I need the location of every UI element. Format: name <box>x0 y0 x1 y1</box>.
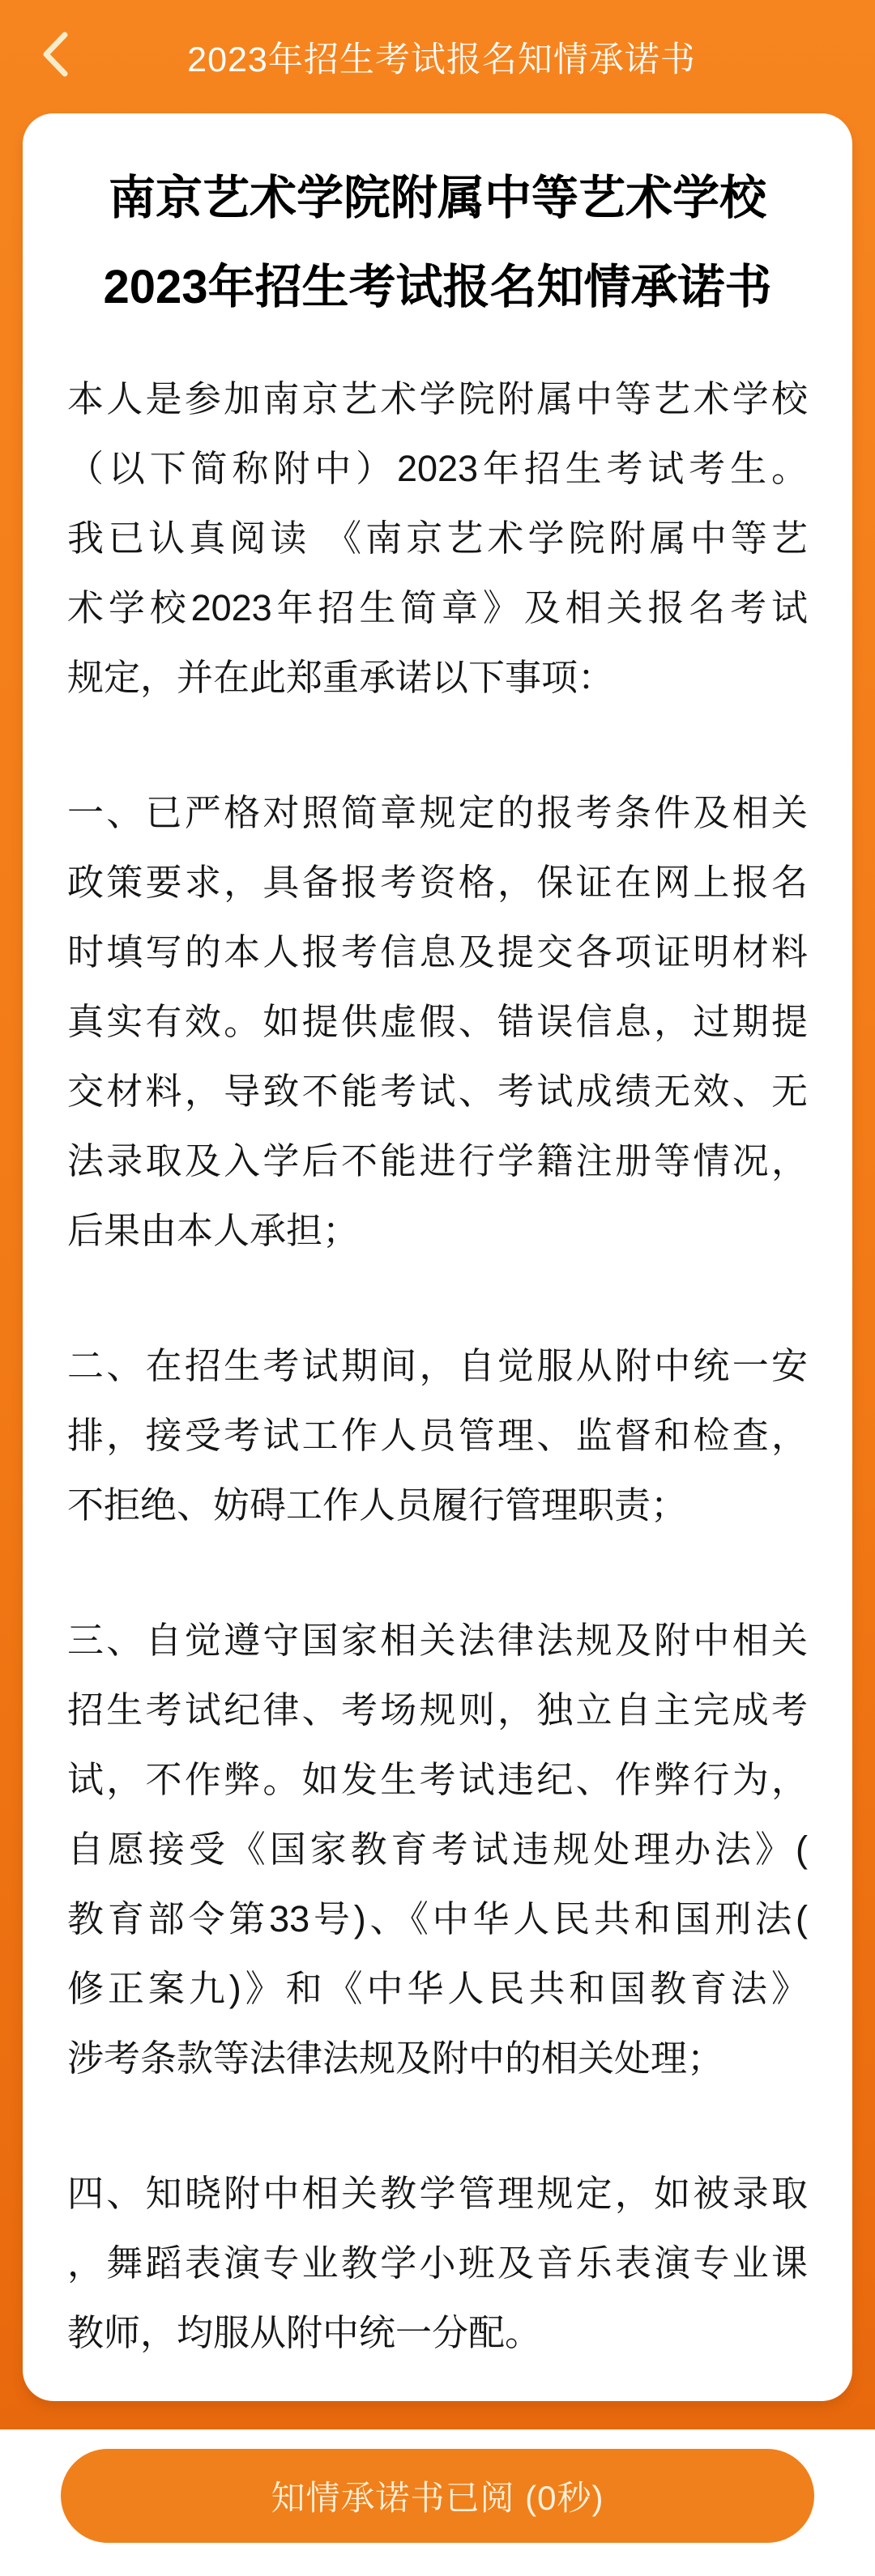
document-text-line: 真实有效。如提供虚假、错误信息，过期提 <box>67 1001 808 1042</box>
document-text-line: 自愿接受《国家教育考试违规处理办法》( <box>67 1829 808 1870</box>
document-paragraph <box>67 2159 808 2368</box>
document-text-line: 法录取及入学后不能进行学籍注册等情况， <box>67 1140 808 1182</box>
document-paragraph <box>67 1606 808 2093</box>
document-text-line: （以下简称附中）2023年招生考试考生。 <box>67 448 808 489</box>
document-text-line: 试，不作弊。如发生考试违纪、作弊行为， <box>67 1759 808 1800</box>
document-text-line: 涉考条款等法律法规及附中的相关处理； <box>67 2037 724 2079</box>
document-text-line: 三、自觉遵守国家相关法律法规及附中相关 <box>67 1620 808 1661</box>
document-text-line: 教育部令第33号)、《中华人民共和国刑法( <box>67 1898 808 1939</box>
document-text-line: 不拒绝、妨碍工作人员履行管理职责； <box>67 1484 688 1526</box>
document-text-line: 本人是参加南京艺术学院附属中等艺术学校 <box>67 378 808 419</box>
document-text-line: 排，接受考试工作人员管理、监督和检查， <box>67 1415 808 1456</box>
document-text-line: 时填写的本人报考信息及提交各项证明材料 <box>67 931 808 973</box>
document-body <box>67 364 808 2368</box>
document-paragraph <box>67 364 808 713</box>
document-text-line: 修正案九)》和《中华人民共和国教育法》 <box>67 1968 808 2009</box>
document-text-line: 规定，并在此郑重承诺以下事项： <box>67 657 615 698</box>
document-paragraph <box>67 1331 808 1540</box>
document-text-line: 政策要求，具备报考资格，保证在网上报名 <box>67 862 808 903</box>
acknowledge-button[interactable] <box>61 2449 814 2543</box>
document-paragraph <box>67 778 808 1266</box>
document-text-line: 后果由本人承担； <box>67 1210 360 1251</box>
document-title-line1: 南京艺术学院附属中等艺术学校 <box>108 172 766 224</box>
document-text-line: 我已认真阅读 《南京艺术学院附属中等艺 <box>67 517 808 559</box>
acknowledge-button-label: 知情承诺书已阅 (0秒) <box>271 2479 604 2517</box>
page-title: 2023年招生考试报名知情承诺书 <box>187 40 696 79</box>
document-text-line: 交材料，导致不能考试、考试成绩无效、无 <box>67 1071 808 1112</box>
document-card <box>23 113 852 2401</box>
back-button[interactable] <box>23 18 88 91</box>
chevron-left-icon <box>41 31 69 78</box>
document-text-line: ，舞蹈表演专业教学小班及音乐表演专业课 <box>67 2242 808 2284</box>
document-text-line: 二、在招生考试期间，自觉服从附中统一安 <box>67 1345 808 1386</box>
app-header <box>0 0 875 113</box>
document-text-line: 一、已严格对照简章规定的报考条件及相关 <box>67 792 808 833</box>
document-text-line: 四、知晓附中相关教学管理规定，如被录取 <box>67 2173 808 2214</box>
document-title-line2: 2023年招生考试报名知情承诺书 <box>103 261 772 313</box>
document-text-line: 招生考试纪律、考场规则，独立自主完成考 <box>67 1689 808 1731</box>
footer-bar <box>0 2429 875 2576</box>
document-text-line: 教师，均服从附中统一分配。 <box>67 2312 542 2353</box>
document-text-line: 术学校2023年招生简章》及相关报名考试 <box>67 587 808 628</box>
